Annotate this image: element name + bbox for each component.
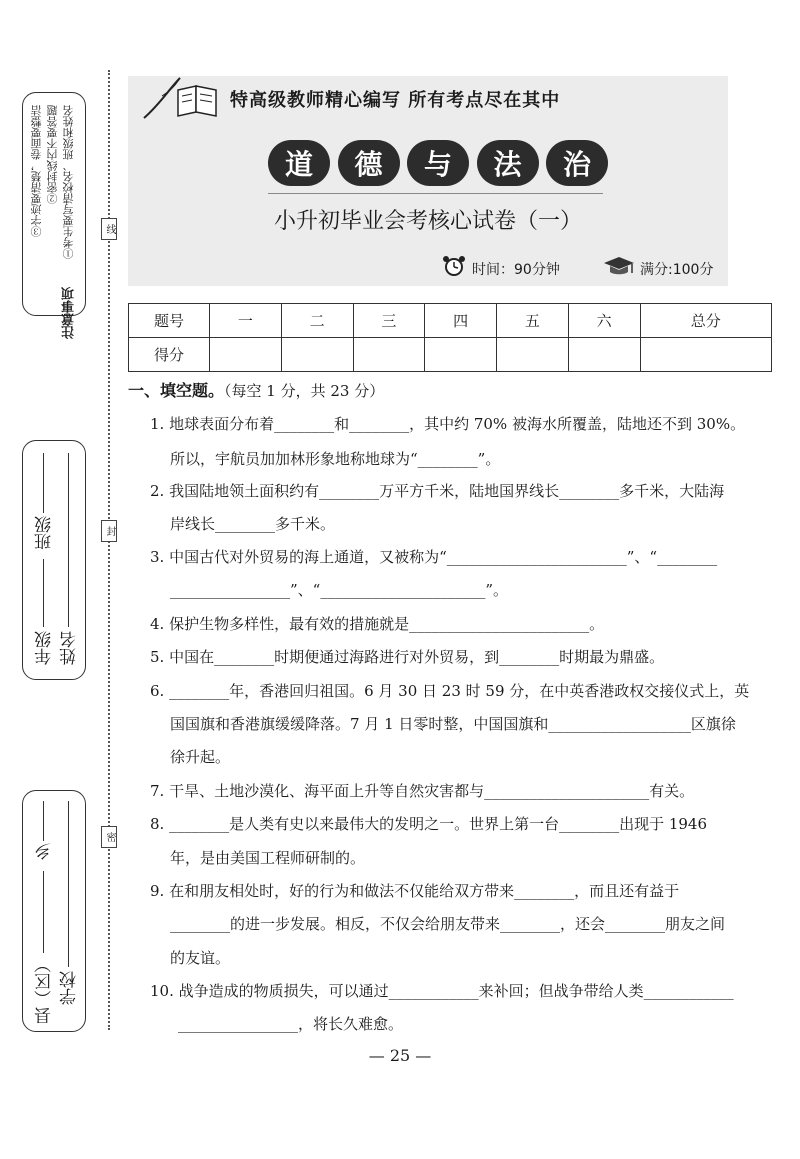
exam-title: 小升初毕业会考核心试卷（一） [273, 209, 582, 234]
question-line: ________________，将长久难愈。 [178, 1015, 404, 1033]
score-cell[interactable] [497, 338, 569, 372]
banner-slogan: 特高级教师精心编写 所有考点尽在其中 [230, 90, 561, 111]
title-divider [268, 193, 603, 194]
section-note: （每空 1 分，共 23 分） [224, 382, 385, 400]
section-heading [128, 378, 384, 401]
question-line: 国国旗和香港旗缓缓降落。7 月 1 日零时整，中国国旗和___________________区旗徐 [170, 715, 736, 733]
question-line: 4. 保护生物多样性，最有效的措施就是________________________。 [150, 615, 605, 633]
cut-mark-line: 线 [101, 218, 117, 240]
cut-mark-secret: 密 [101, 826, 117, 848]
score-col-total: 总分 [640, 304, 772, 338]
question-line: 10. 战争造成的物质损失，可以通过____________来补回；但战争带给人类____________ [150, 982, 734, 1000]
seal-line [108, 70, 110, 1030]
graduation-cap-icon [602, 255, 636, 277]
question-line: 6. ________年，香港回归祖国。6 月 30 日 23 时 59 分，在中英香港政权交接仪式上，英 [150, 682, 750, 700]
class-blank[interactable] [43, 453, 44, 513]
score-table-header-row [129, 304, 772, 338]
grade-blank[interactable] [43, 559, 44, 627]
score-col-5: 五 [497, 304, 569, 338]
subject-char: 与 [407, 140, 469, 186]
score-header-label: 题号 [129, 304, 210, 338]
question-line: 年，是由美国工程师研制的。 [170, 849, 366, 867]
full-score: 满分:100分 [640, 262, 714, 278]
question-line: 3. 中国古代对外贸易的海上通道，又被称为“________________________”、“________ [150, 548, 718, 566]
subject-char: 德 [338, 140, 400, 186]
score-cell[interactable] [281, 338, 353, 372]
school-info-box [22, 790, 86, 1032]
question-line: 8. ________是人类有史以来最伟大的发明之一。世界上第一台________出现于 1946 [150, 815, 708, 833]
grade-label: 年级 [35, 631, 55, 665]
school-label: 学校 [60, 971, 80, 1005]
question-line: 5. 中国在________时期便通过海路进行对外贸易，到________时期最为鼎盛。 [150, 648, 665, 666]
score-cell[interactable] [210, 338, 282, 372]
township-label: 乡 [35, 843, 55, 860]
score-table-score-row [129, 338, 772, 372]
class-label: 班级 [35, 516, 55, 550]
score-cell[interactable] [425, 338, 497, 372]
exam-time: 时间：90分钟 [472, 262, 560, 278]
question-line: 7. 干旱、土地沙漠化、海平面上升等自然灾害都与______________________有关。 [150, 782, 695, 800]
score-cell[interactable] [568, 338, 640, 372]
score-col-2: 二 [281, 304, 353, 338]
question-line: ________________”、“______________________”。 [170, 581, 509, 599]
question-line: ________的进一步发展。相反，不仅会给朋友带来________，还会________朋友之间 [170, 915, 726, 933]
clock-icon [440, 255, 468, 277]
notice-box [22, 92, 86, 339]
county-blank[interactable] [43, 871, 44, 953]
page-number: — 25 — [368, 1046, 432, 1065]
county-label: 县（区） [35, 956, 55, 1024]
score-row-label: 得分 [129, 338, 210, 372]
score-col-6: 六 [568, 304, 640, 338]
township-blank[interactable] [43, 801, 44, 841]
question-line: 岸线长________多千米。 [170, 515, 336, 533]
notice-3: ③字迹要清楚，卷面要整洁 [30, 105, 43, 237]
book-quill-icon [140, 74, 228, 122]
question-line: 9. 在和朋友相处时，好的行为和做法不仅能给双方带来________，而且还有益于 [150, 882, 680, 900]
question-line: 2. 我国陆地领土面积约有________万平方千米，陆地国界线长________多千米，大陆海 [150, 482, 725, 500]
score-col-4: 四 [425, 304, 497, 338]
score-table [128, 303, 772, 372]
cut-mark-seal: 封 [101, 520, 117, 542]
question-line: 的友谊。 [170, 949, 231, 967]
notice-title: 注意事项 [62, 287, 77, 339]
question-line: 1. 地球表面分布着________和________，其中约 70% 被海水所覆盖，陆地还不到 30%。 [150, 415, 746, 433]
score-col-1: 一 [210, 304, 282, 338]
question-line: 徐升起。 [170, 748, 231, 766]
score-col-3: 三 [353, 304, 425, 338]
section-title: 一、填空题。 [128, 381, 225, 400]
score-cell[interactable] [640, 338, 772, 372]
subject-char: 道 [268, 140, 330, 186]
subject-char: 治 [546, 140, 608, 186]
school-blank[interactable] [68, 801, 69, 967]
class-info-box [22, 440, 86, 680]
notice-1: ①考生要写清校名、班级和姓名 [62, 105, 75, 259]
score-cell[interactable] [353, 338, 425, 372]
notice-2: ②密封线内不要答题 [46, 105, 59, 204]
subject-title [268, 140, 608, 186]
name-blank[interactable] [68, 453, 69, 627]
question-line: 所以，宇航员加加林形象地称地球为“________”。 [170, 450, 501, 468]
name-label: 姓名 [60, 631, 80, 665]
subject-char: 法 [477, 140, 539, 186]
